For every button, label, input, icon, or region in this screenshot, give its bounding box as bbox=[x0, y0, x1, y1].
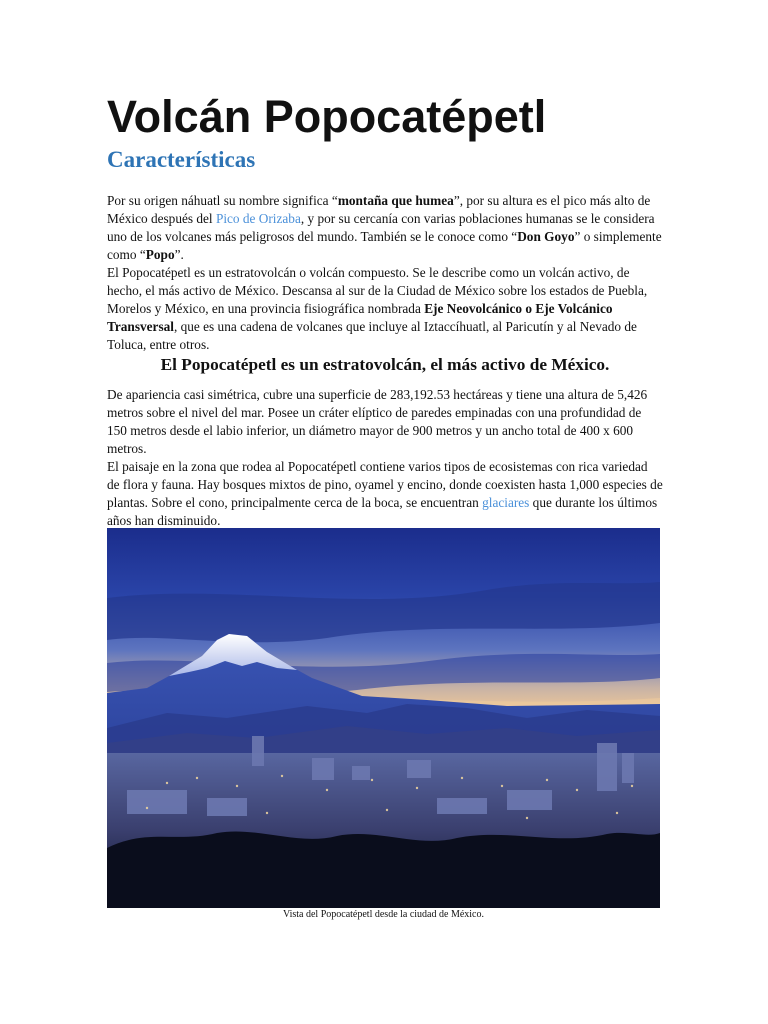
paragraph-ecosystems bbox=[107, 458, 663, 530]
text-run: El Popocatépetl es un estratovolcán o volcán compuesto. Se le describe como un volcán activo, de hecho, el más activo de México. Descansa al sur de la Ciudad de México sobre los estados de Puebla, Morelos y México, en una provincia fisiográfica nombrada bbox=[107, 265, 648, 316]
page-title: Volcán Popocatépetl bbox=[107, 91, 547, 142]
bold-text-eje-neovolcanico: Eje Neovolcánico o Eje Volcánico Transversal bbox=[107, 301, 613, 334]
section-heading-estratovolcan: El Popocatépetl es un estratovolcán, el más activo de México. bbox=[160, 355, 610, 374]
text-run: ”, por su altura es el pico más alto de México después del bbox=[107, 193, 651, 226]
text-run: ”. bbox=[174, 247, 184, 262]
photo-caption: Vista del Popocatépetl desde la ciudad de México. bbox=[282, 909, 484, 920]
intro-text-block bbox=[107, 192, 663, 354]
paragraph-dimensions: De apariencia casi simétrica, cubre una superficie de 283,192.53 hectáreas y tiene una altura de 5,426 metros sobre el nivel del mar. Posee un cráter elíptico de paredes empinadas con una profundidad de 150 metros desde el labio inferior, un diámetro mayor de 900 metros y un ancho total de 400 x 600 metros. bbox=[107, 387, 648, 456]
text-run: ” o simplemente como “ bbox=[107, 229, 662, 262]
link-glaciares[interactable]: glaciares bbox=[482, 495, 530, 510]
volcano-photo bbox=[107, 528, 660, 908]
text-run: Por su origen náhuatl su nombre significa “ bbox=[107, 193, 338, 208]
section-heading-caracteristicas: Características bbox=[107, 147, 256, 172]
description-text-block bbox=[107, 386, 663, 530]
text-run: , y por su cercanía con varias poblaciones humanas se le considera uno de los volcanes más peligrosos del mundo. También se le conoce como “ bbox=[107, 211, 655, 244]
paragraph-estratovolcan bbox=[107, 264, 663, 354]
text-run: , que es una cadena de volcanes que incluye al Iztaccíhuatl, al Paricutín y al Nevado de Toluca, entre otros. bbox=[107, 319, 637, 352]
link-pico-de-orizaba[interactable]: Pico de Orizaba bbox=[215, 211, 301, 226]
text-run: que durante los últimos años han disminuido. bbox=[107, 495, 658, 528]
bold-text-montana: montaña que humea bbox=[337, 193, 454, 208]
text-run: El paisaje en la zona que rodea al Popocatépetl contiene varios tipos de ecosistemas con rica variedad de flora y fauna. Hay bosques mixtos de pino, oyamel y encino, donde coexisten hasta 1,000 especies de plantas. Sobre el cono, principalmente cerca de la boca, se encuentran bbox=[107, 459, 663, 510]
paragraph-name-origin bbox=[107, 192, 663, 264]
bold-text-popo: Popo bbox=[145, 247, 175, 262]
bold-text-don-goyo: Don Goyo bbox=[517, 229, 575, 244]
